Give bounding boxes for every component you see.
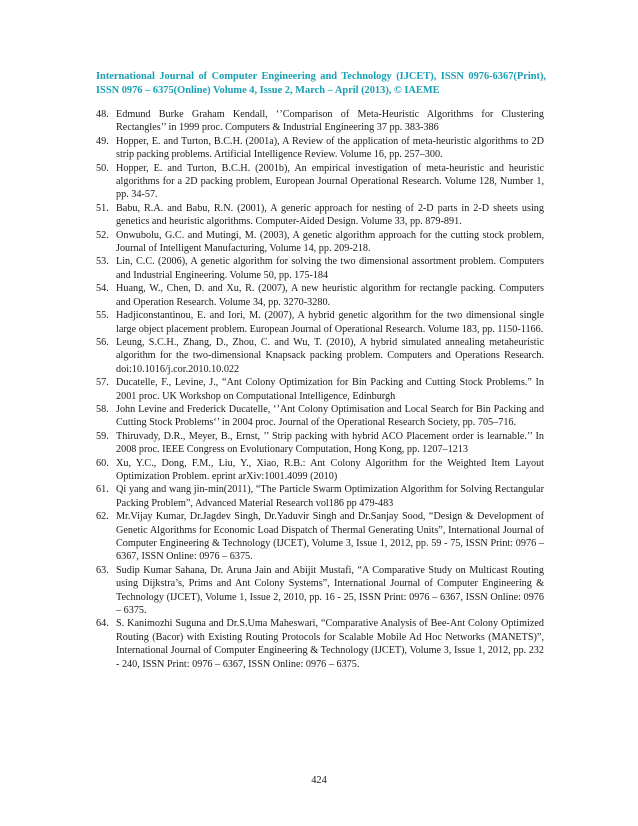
reference-item [96,564,544,618]
reference-text: Xu, Y.C., Dong, F.M., Liu, Y., Xiao, R.B.: Ant Colony Algorithm for the Weighted Item Layout Optimization Problem. eprint arXiv:1001.4099 (2010) [116,457,544,482]
reference-number: 50. [96,162,109,174]
reference-item [96,376,544,403]
reference-item [96,430,544,457]
reference-item [96,617,544,671]
reference-number: 61. [96,484,109,496]
reference-text: Babu, R.A. and Babu, R.N. (2001), A generic approach for nesting of 2-D parts in 2-D sheets using genetics and heuristic algorithms. Computer-Aided Design. Volume 33, pp. 879-891. [116,202,544,228]
reference-text: Mr.Vijay Kumar, Dr.Jagdev Singh, Dr.Yaduvir Singh and Dr.Sanjay Sood, “Design & Development of Genetic Algorithms for Economic Load Dispatch of Thermal Generating Units”, International Journal of Computer Engineering & Technology (IJCET), Volume 3, Issue 1, 2012, pp. 59 - 75, ISSN Print: 0976 – 6367, ISSN Online: 0976 – 6375. [116,511,544,563]
reference-number: 48. [96,109,109,120]
reference-item [96,510,544,564]
reference-text: Hopper, E. and Turton, B.C.H. (2001b), An empirical investigation of meta-heuristic and heuristic algorithms for a 2D packing problem, European Journal Operational Research. Volume 128, Number 1, pp. 34-57. [116,162,544,201]
reference-item [96,108,544,135]
reference-item [96,457,544,484]
reference-text: Hadjiconstantinou, E. and Iori, M. (2007), A hybrid genetic algorithm for the two dimensional single large object placement problem. European Journal of Operational Research. Volume 183, pp. 1150-1166. [116,310,544,335]
reference-text: Leung, S.C.H., Zhang, D., Zhou, C. and Wu, T. (2010), A hybrid simulated annealing metaheuristic algorithm for the two-dimensional Knapsack packing problem. Computers and Operations Research. doi:10.1016/j.cor.2010.10.022 [116,336,544,375]
reference-text: Onwubolu, G.C. and Mutingi, M. (2003), A genetic algorithm approach for the cutting stock problem, Journal of Intelligent Manufacturing, Volume 14, pp. 209-218. [116,229,544,255]
reference-number: 63. [96,564,109,576]
reference-text: John Levine and Frederick Ducatelle, ‘’Ant Colony Optimisation and Local Search for Bin Packing and Cutting Stock Problems‘’ in 2004 proc. Journal of the Operational Research Society, pp. 705–716. [116,403,544,429]
reference-number: 60. [96,457,109,469]
reference-number: 49. [96,135,109,147]
reference-number: 54. [96,283,109,295]
reference-item [96,202,544,229]
reference-item [96,309,544,336]
reference-text: Sudip Kumar Sahana, Dr. Aruna Jain and Abijit Mustafi, “A Comparative Study on Multicast Routing using Dijkstra’s, Prims and Ant Colony Systems”, International Journal of Computer Engineering & Technology (IJCET), Volume 1, Issue 2, 2010, pp. 16 - 25, ISSN Print: 0976 – 6367, ISSN Online: 0976 – 6375. [116,564,544,617]
reference-item [96,135,544,162]
reference-number: 58. [96,403,109,415]
reference-item [96,403,544,430]
reference-item [96,229,544,256]
reference-number: 55. [96,310,109,322]
reference-number: 51. [96,202,109,214]
reference-number: 59. [96,430,109,442]
reference-text: Huang, W., Chen, D. and Xu, R. (2007), A new heuristic algorithm for rectangle packing. Computers and Operation Research. Volume 34, pp. 3270-3280. [116,283,544,308]
reference-list [96,108,544,671]
reference-text: Ducatelle, F., Levine, J., “Ant Colony Optimization for Bin Packing and Cutting Stock Problems.” In 2001 proc. UK Workshop on Computational Intelligence, Edinburgh [116,377,544,402]
reference-number: 57. [96,377,109,389]
page-number: 424 [311,775,327,786]
reference-item [96,336,544,376]
reference-text: S. Kanimozhi Suguna and Dr.S.Uma Maheswari, “Comparative Analysis of Bee-Ant Colony Optimized Routing (Bacor) with Existing Routing Protocols for Scalable Mobile Ad Hoc Networks (MANETS)”, International Journal of Computer Engineering & Technology (IJCET), Volume 3, Issue 1, 2012, pp. 232 - 240, ISSN Print: 0976 – 6367, ISSN Online: 0976 – 6375. [116,618,544,670]
reference-number: 62. [96,511,109,523]
reference-item [96,483,544,510]
reference-text: Lin, C.C. (2006), A genetic algorithm for solving the two dimensional assortment problem. Computers and Industrial Engineering. Volume 50, pp. 175-184 [116,256,544,281]
journal-header: International Journal of Computer Engineering and Technology (IJCET), ISSN 0976-6367(Print), ISSN 0976 – 6375(Online) Volume 4, Issue 2, March – April (2013), © IAEME [96,71,546,96]
reference-text: Thiruvady, D.R., Meyer, B., Ernst, ’’ Strip packing with hybrid ACO Placement order is learnable.’’ In 2008 proc. IEEE Congress on Evolutionary Computation, Hong Kong, pp. 1207–1213 [116,430,544,456]
reference-number: 53. [96,256,109,268]
reference-number: 52. [96,229,109,241]
reference-number: 56. [96,336,109,348]
reference-number: 64. [96,618,109,630]
reference-text: Qi yang and wang jin-min(2011), “The Particle Swarm Optimization Algorithm for Solving Rectangular Packing Problem”, Advanced Material Research vol186 pp 479-483 [116,484,544,509]
reference-item [96,255,544,282]
reference-text: Edmund Burke Graham Kendall, ‘’Comparison of Meta-Heuristic Algorithms for Clustering Rectangles’’ in 1999 proc. Computers & Industrial Engineering 37 pp. 383-386 [116,109,544,134]
reference-text: Hopper, E. and Turton, B.C.H. (2001a), A Review of the application of meta-heuristic algorithms to 2D strip packing problems. Artificial Intelligence Review. Volume 16, pp. 257–300. [116,135,544,161]
reference-item [96,282,544,309]
reference-item [96,162,544,202]
